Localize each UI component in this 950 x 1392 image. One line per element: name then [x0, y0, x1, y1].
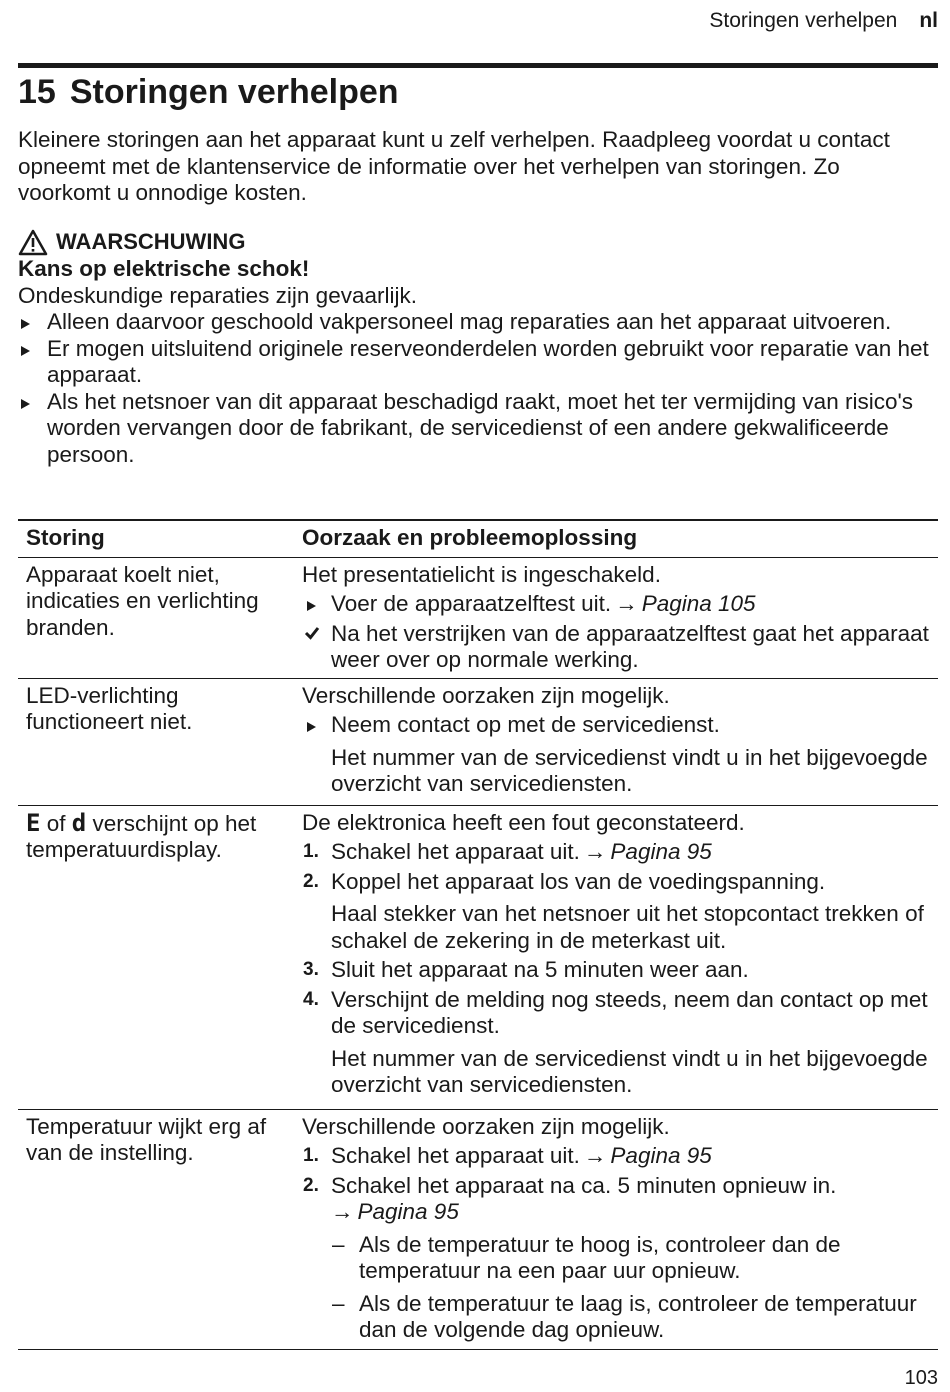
running-header-lang: nl — [919, 9, 938, 32]
page-reference: Pagina 95 — [610, 1143, 712, 1168]
step-text: Schakel het apparaat uit. — [331, 839, 580, 864]
step-text: Schakel het apparaat uit. — [331, 1143, 580, 1168]
warning-label: WAARSCHUWING — [56, 229, 246, 255]
fault-cell: LED-verlichting functioneert niet. — [18, 678, 294, 805]
table-row — [18, 557, 938, 678]
running-header — [709, 8, 938, 34]
fault-rest: verschijnt op het temperatuurdisplay. — [26, 810, 257, 862]
step-text: Verschijnt de melding nog steeds, neem dan contact op met de servicedienst. — [331, 986, 928, 1038]
page-reference: Pagina 105 — [641, 591, 756, 616]
table-row — [18, 805, 938, 1109]
page-reference: Pagina 95 — [357, 1199, 459, 1224]
fault-cell — [18, 805, 294, 1109]
cause-cell — [294, 557, 938, 678]
action-item — [302, 712, 938, 739]
step-item — [302, 839, 938, 866]
sub-item — [302, 1232, 938, 1285]
arrow-right-icon: → — [583, 839, 607, 864]
step-item — [302, 1173, 938, 1226]
table-header-cause: Oorzaak en probleemoplossing — [294, 520, 938, 557]
step-item — [302, 1143, 938, 1170]
sub-item-text: Als de temperatuur te hoog is, controleer dan de temperatuur na een paar uur opnieuw. — [359, 1231, 841, 1283]
chapter-title — [18, 72, 399, 112]
action-text: Voer de apparaatzelftest uit. — [331, 591, 612, 616]
step-item — [302, 869, 938, 896]
cause-cell — [294, 678, 938, 805]
warning-bullet: Er mogen uitsluitend originele reserveonderdelen worden gebruikt voor reparatie van het apparaat. — [18, 336, 936, 389]
warning-bullets — [18, 309, 936, 468]
table-row — [18, 678, 938, 805]
note-text: Het nummer van de servicedienst vindt u in het bijgevoegde overzicht van servicediensten. — [331, 744, 928, 796]
bullet-arrow-icon — [307, 722, 316, 732]
arrow-right-icon: → — [331, 1199, 354, 1224]
cause-text: Verschillende oorzaken zijn mogelijk. — [302, 1113, 670, 1139]
fault-cell: Apparaat koelt niet, indicaties en verlichting branden. — [18, 557, 294, 678]
note-text: Het nummer van de servicedienst vindt u in het bijgevoegde overzicht van servicediensten. — [331, 1045, 928, 1097]
step-number: 1. — [303, 1145, 319, 1166]
step-number: 2. — [303, 870, 319, 892]
step-number: 4. — [303, 988, 319, 1010]
intro-paragraph: Kleinere storingen aan het apparaat kunt u zelf verhelpen. Raadpleeg voordat u contact opneemt met de klantenservice de informatie over het verhelpen van storingen. Zo voorkomt u onnodige kosten. — [18, 127, 890, 205]
troubleshooting-table — [18, 519, 938, 1350]
dash-icon: – — [332, 1290, 345, 1316]
step-number: 3. — [303, 959, 319, 980]
display-symbol-d: d — [71, 808, 87, 837]
warning-icon — [18, 229, 48, 256]
checkmark-icon — [304, 621, 320, 650]
cause-cell — [294, 805, 938, 1109]
sub-item — [302, 1291, 938, 1344]
bullet-arrow-icon — [307, 601, 316, 611]
cause-text: De elektronica heeft een fout geconstateerd. — [302, 809, 745, 835]
cause-text: Verschillende oorzaken zijn mogelijk. — [302, 682, 670, 708]
warning-text: Ondeskundige reparaties zijn gevaarlijk. — [18, 282, 417, 308]
result-item — [302, 621, 938, 674]
header-rule — [18, 63, 938, 68]
arrow-right-icon: → — [615, 591, 638, 616]
note-text: Haal stekker van het netsnoer uit het stopcontact trekken of schakel de zekering in de meterkast uit. — [331, 901, 924, 953]
page-reference: Pagina 95 — [610, 839, 712, 864]
warning-title — [18, 229, 936, 256]
cause-cell — [294, 1109, 938, 1349]
display-symbol-e: E — [26, 808, 41, 837]
table-header-fault: Storing — [18, 520, 294, 557]
arrow-right-icon: → — [583, 1143, 607, 1168]
step-item — [302, 987, 938, 1040]
step-text: Sluit het apparaat na 5 minuten weer aan. — [331, 957, 749, 982]
step-text: Koppel het apparaat los van de voedingspanning. — [331, 868, 826, 894]
running-header-section: Storingen verhelpen — [709, 9, 898, 32]
warning-bullet: Als het netsnoer van dit apparaat beschadigd raakt, moet het ter vermijding van risico's worden vervangen door de fabrikant, de servicedienst of een andere gekwalificeerde persoon. — [18, 389, 936, 469]
sub-item-text: Als de temperatuur te laag is, controleer de temperatuur dan de volgende dag opnieuw. — [359, 1290, 917, 1342]
dash-icon: – — [332, 1231, 345, 1257]
fault-of: of — [46, 810, 66, 836]
warning-subtitle: Kans op elektrische schok! — [18, 256, 310, 281]
table-row — [18, 1109, 938, 1349]
step-item — [302, 957, 938, 984]
result-text: Na het verstrijken van de apparaatzelftest gaat het apparaat weer over op normale werking. — [331, 620, 929, 672]
action-item — [302, 591, 938, 618]
action-text: Neem contact op met de servicedienst. — [331, 712, 720, 737]
chapter-number: 15 — [18, 73, 56, 111]
warning-bullet: Alleen daarvoor geschoold vakpersoneel mag reparaties aan het apparaat uitvoeren. — [18, 309, 936, 336]
fault-cell: Temperatuur wijkt erg af van de instelling. — [18, 1109, 294, 1349]
step-number: 2. — [303, 1174, 319, 1196]
cause-text: Het presentatielicht is ingeschakeld. — [302, 561, 661, 587]
page-number: 103 — [904, 1367, 938, 1389]
warning-block — [18, 229, 936, 468]
step-number: 1. — [303, 841, 319, 862]
chapter-title-text: Storingen verhelpen — [69, 73, 399, 111]
step-text: Schakel het apparaat na ca. 5 minuten opnieuw in. — [331, 1172, 837, 1198]
